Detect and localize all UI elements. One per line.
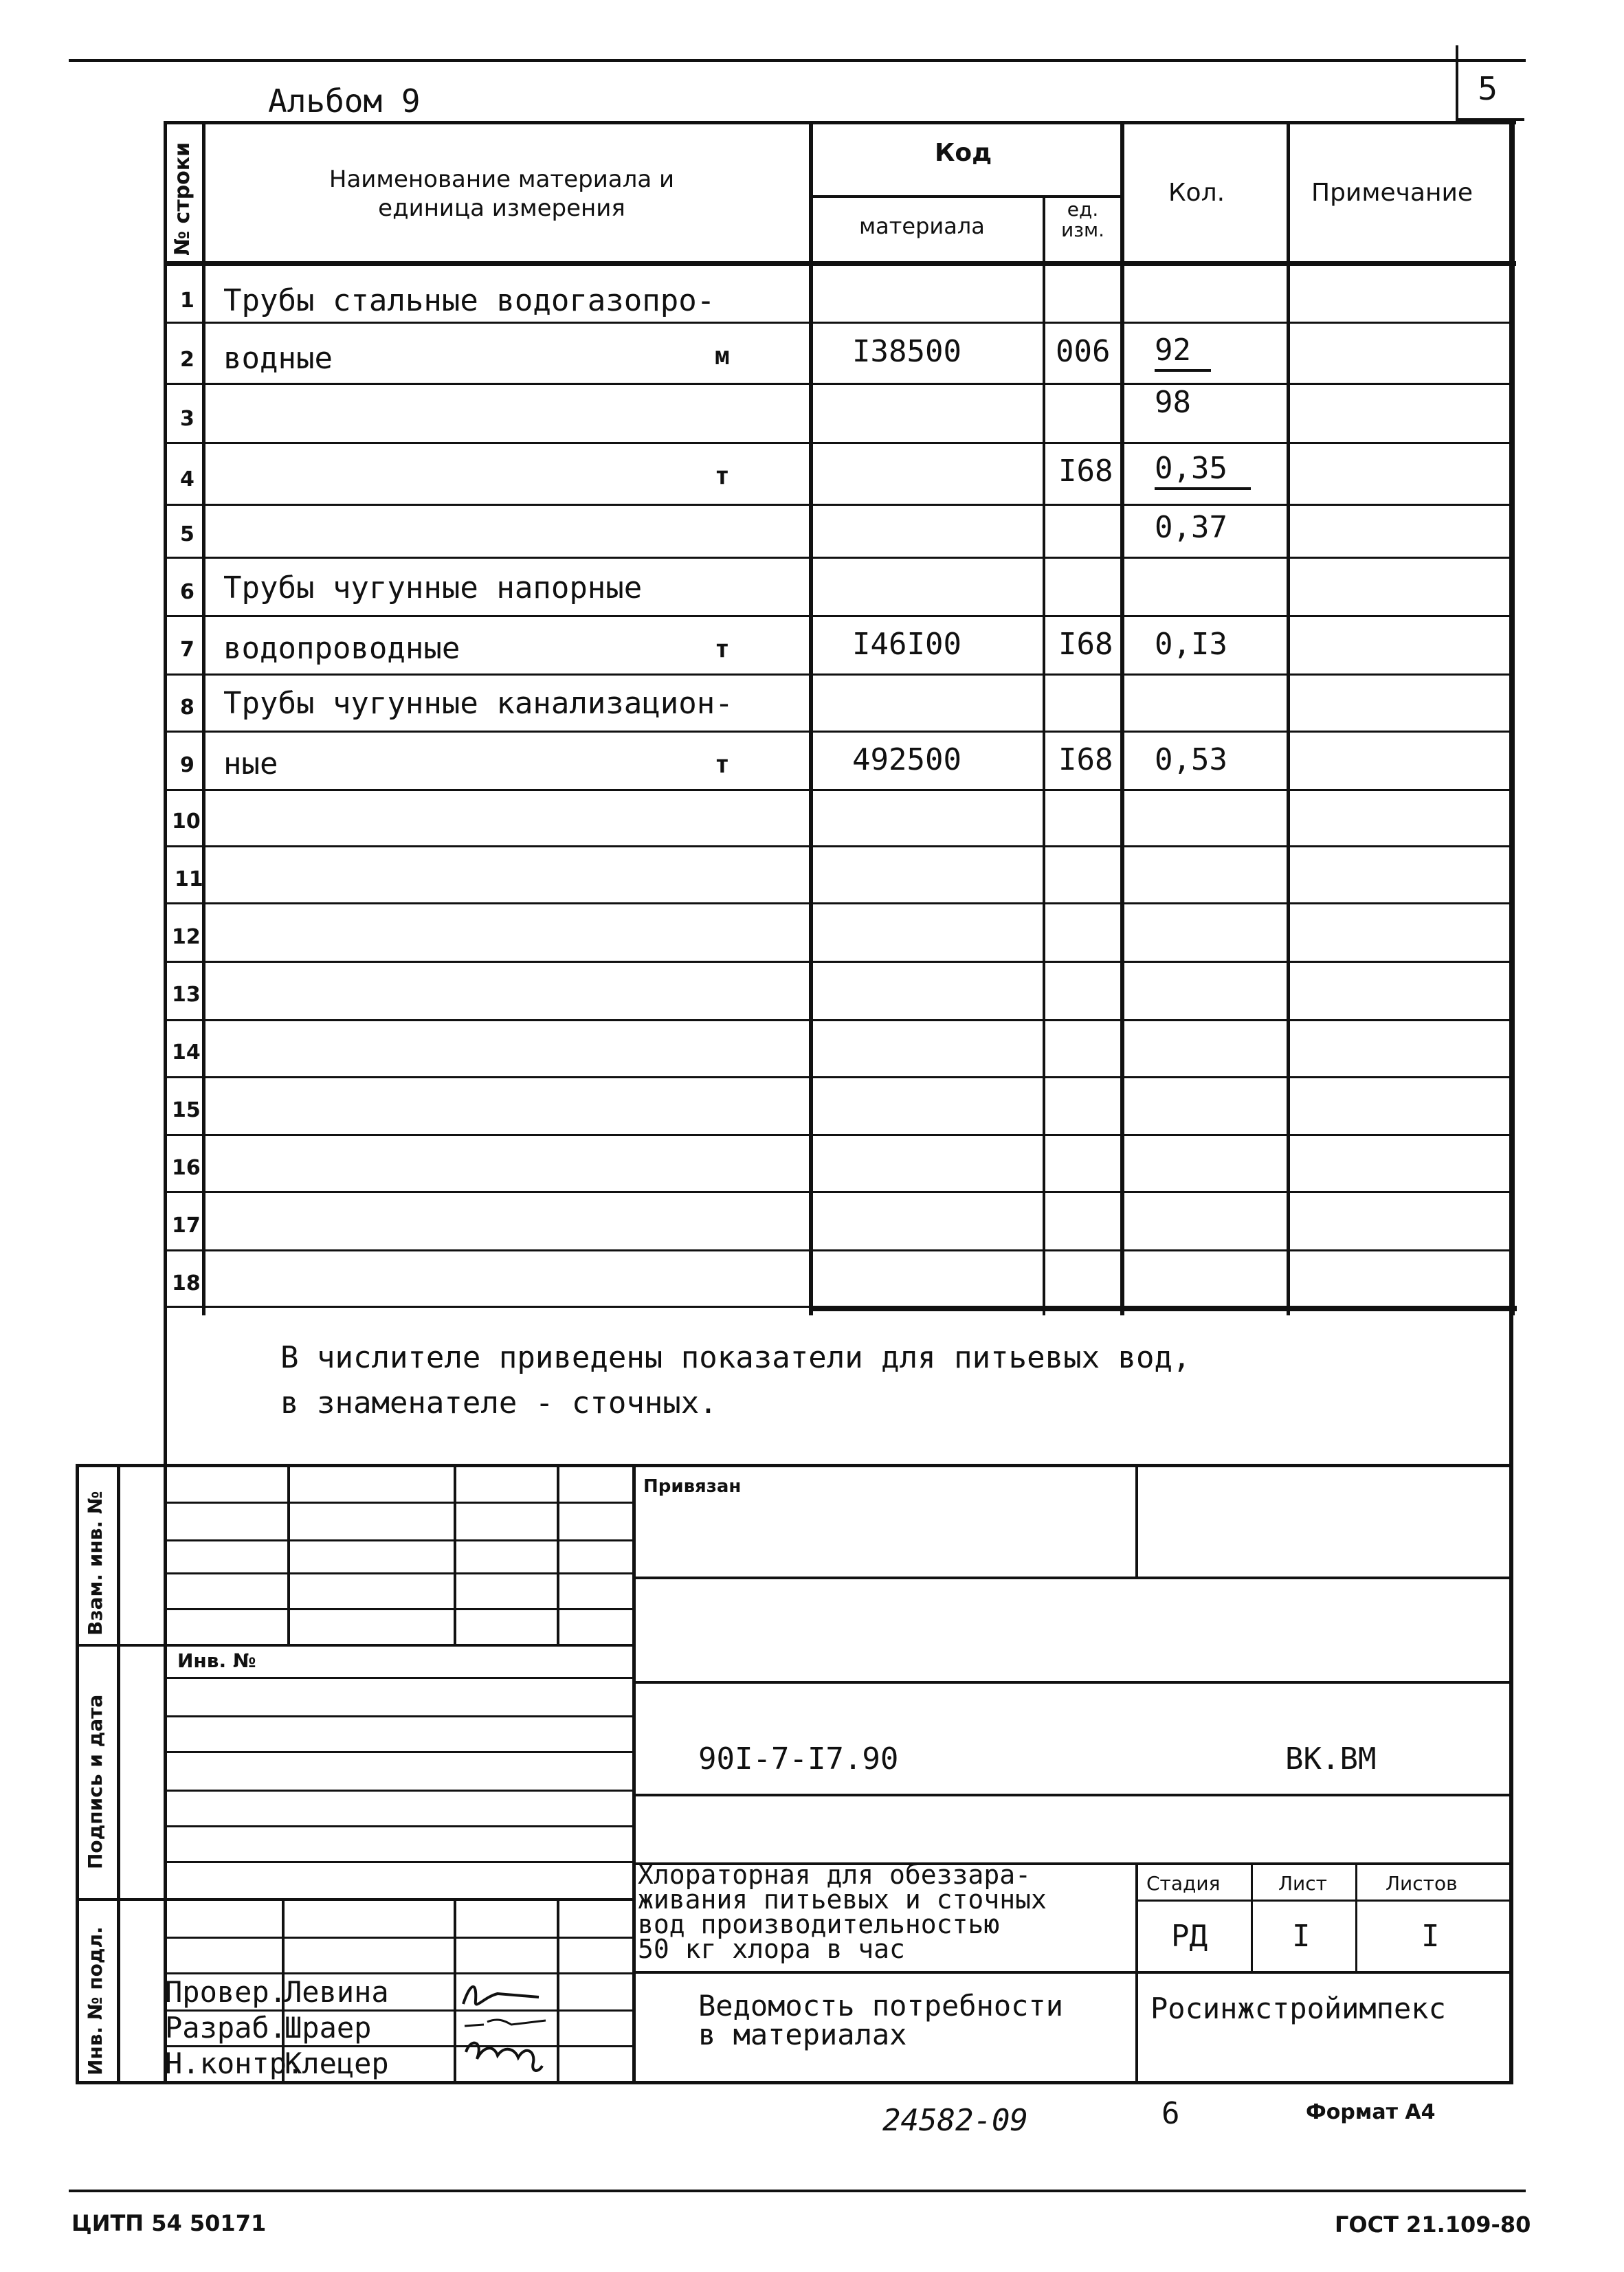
header-code-material: материала — [859, 213, 985, 239]
row-number: 4 — [180, 467, 194, 491]
top-border — [69, 59, 1526, 62]
album-title: Альбом 9 — [268, 82, 421, 120]
row-qty: 0,I3 — [1155, 627, 1227, 662]
row-number: 18 — [172, 1271, 201, 1295]
bottom-page-number: 6 — [1161, 2096, 1180, 2131]
row-number: 14 — [172, 1040, 201, 1065]
row-name: водные — [223, 341, 333, 376]
doc-mark: ВК.ВМ — [1285, 1741, 1377, 1777]
format-label: Формат А4 — [1306, 2100, 1436, 2124]
header-name: Наименование материала и единица измерения — [329, 166, 675, 222]
label-inv-original: Инв. № подл. — [84, 1926, 107, 2075]
row-unit-code: I68 — [1058, 454, 1113, 489]
footnote-line-2: в знаменателе - сточных. — [280, 1385, 718, 1421]
doc-code: 90I-7-I7.90 — [698, 1741, 899, 1777]
row-number: 9 — [180, 753, 194, 777]
row-number: 1 — [180, 289, 194, 313]
organization: Росинжстройимпекс — [1150, 1992, 1446, 2025]
sheet-label: Лист — [1278, 1872, 1327, 1895]
row-name: водопроводные — [223, 631, 460, 666]
row-number: 17 — [172, 1214, 201, 1238]
inv-no-label: Инв. № — [177, 1649, 256, 1672]
row-number: 5 — [180, 522, 194, 546]
row-material-code: I46I00 — [852, 627, 961, 662]
row-qty: 0,37 — [1155, 510, 1227, 545]
row-unit-code: I68 — [1058, 627, 1113, 662]
row-number: 12 — [172, 925, 201, 949]
signer-name: Клецер — [285, 2047, 389, 2080]
row-qty: 0,53 — [1155, 742, 1227, 777]
row-qty: 92 — [1155, 333, 1211, 372]
signatures — [456, 1976, 557, 2080]
bottom-border — [69, 2190, 1526, 2192]
row-unit: м — [715, 342, 730, 370]
sheet-value: I — [1292, 1919, 1311, 1954]
signer-role: Н.контр. — [165, 2047, 304, 2080]
sheets-value: I — [1421, 1919, 1440, 1954]
row-number: 7 — [180, 638, 194, 662]
left-code: ЦИТП 54 50171 — [71, 2210, 267, 2236]
row-unit: т — [715, 635, 730, 663]
row-name: ные — [223, 746, 278, 781]
row-name: Трубы чугунные напорные — [223, 570, 643, 605]
gost-label: ГОСТ 21.109-80 — [1335, 2212, 1531, 2238]
page-number-divider — [1456, 45, 1458, 121]
header-row-number: № строки — [170, 142, 194, 256]
frame-left — [164, 1311, 167, 2084]
row-unit-code: I68 — [1058, 742, 1113, 777]
signer-name: Левина — [285, 1975, 389, 2009]
row-number: 16 — [172, 1156, 201, 1180]
row-number: 15 — [172, 1098, 201, 1122]
signer-name: Шраер — [285, 2011, 372, 2045]
row-number: 8 — [180, 695, 194, 720]
row-material-code: 492500 — [852, 742, 961, 777]
row-number: 3 — [180, 407, 194, 431]
row-unit-code: 006 — [1056, 334, 1111, 369]
row-qty: 0,35 — [1155, 451, 1251, 490]
header-qty: Кол. — [1168, 179, 1225, 207]
label-inv-exchange: Взам. инв. № — [84, 1491, 107, 1636]
footnote-line-1: В числителе приведены показатели для питьевых вод, — [280, 1340, 1191, 1375]
header-code-unit: ед. изм. — [1060, 198, 1105, 241]
row-number: 10 — [172, 810, 201, 834]
signer-role: Разраб. — [165, 2011, 287, 2045]
object-title: Хлораторная для обеззара- живания питьевых и сточных вод производительностью 50 кг хлора в час — [638, 1860, 1047, 1964]
signer-role: Провер. — [165, 1975, 287, 2009]
sheet-title: Ведомость потребности в материалах — [698, 1989, 1064, 2051]
inventory-number: 24582-09 — [882, 2103, 1028, 2138]
row-qty: 98 — [1155, 385, 1191, 420]
sheets-label: Листов — [1386, 1872, 1458, 1895]
row-number: 11 — [175, 867, 203, 891]
row-unit: т — [715, 462, 730, 490]
bound-label: Привязан — [643, 1476, 742, 1497]
page-number: 5 — [1478, 70, 1498, 107]
stage-label: Стадия — [1146, 1872, 1221, 1895]
row-name: Трубы чугунные канализацион- — [223, 686, 733, 721]
row-name: Трубы стальные водогазопро- — [223, 283, 715, 318]
row-number: 2 — [180, 348, 194, 372]
frame-right — [1509, 1311, 1513, 2084]
row-material-code: I38500 — [852, 334, 961, 369]
header-note: Примечание — [1311, 179, 1473, 207]
stage-value: РД — [1171, 1919, 1208, 1954]
label-sign-date: Подпись и дата — [84, 1694, 107, 1869]
row-number: 13 — [172, 983, 201, 1007]
row-number: 6 — [180, 580, 194, 604]
row-unit: т — [715, 750, 730, 779]
header-code: Код — [935, 139, 992, 167]
